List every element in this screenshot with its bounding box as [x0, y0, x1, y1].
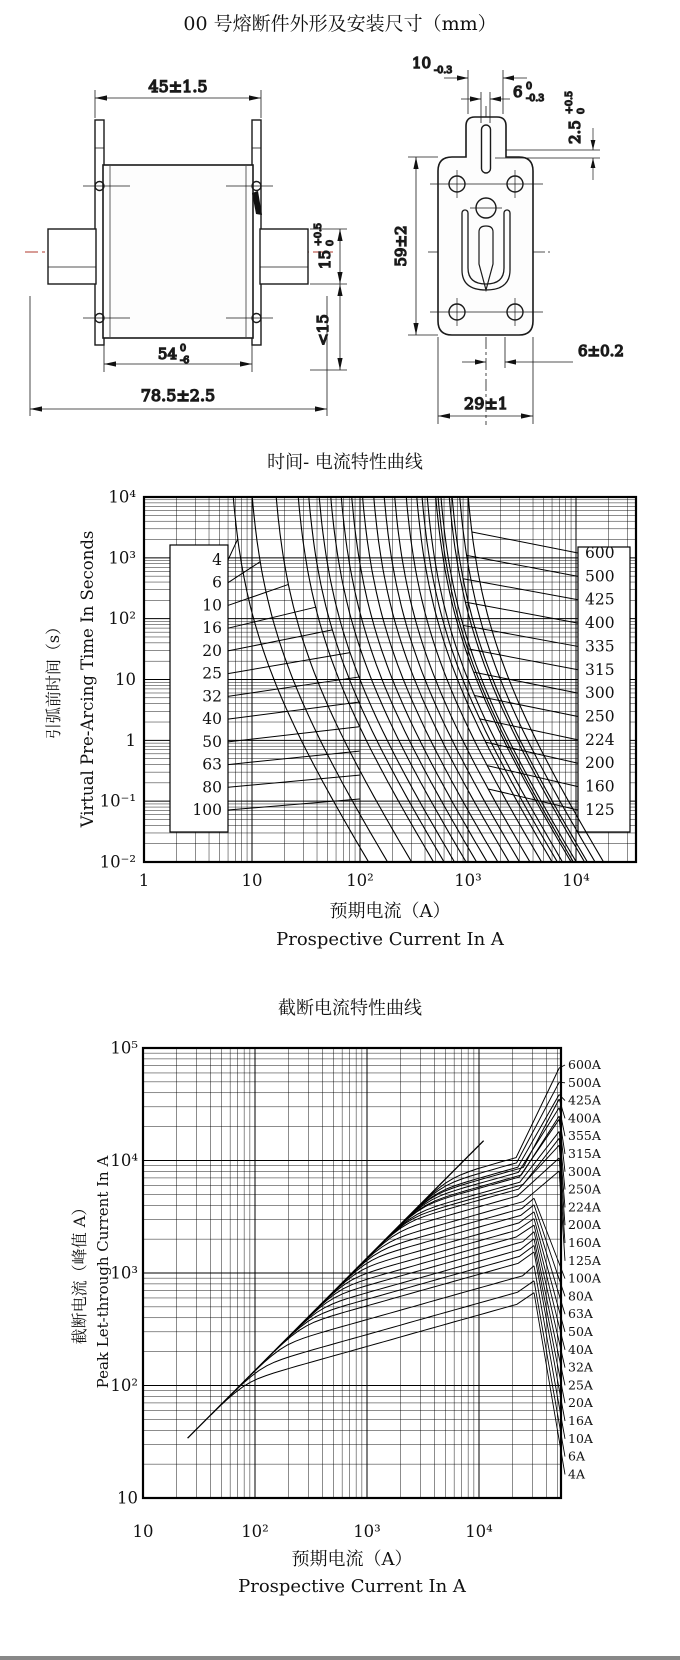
fuse-body — [103, 165, 253, 338]
tc-xlabel-en: Prospective Current In A — [276, 929, 504, 950]
curve-label: 50 — [202, 732, 222, 751]
curve-label: 315 — [585, 660, 615, 679]
curve-label: 250A — [568, 1181, 601, 1197]
curve-label: 6A — [568, 1448, 585, 1464]
svg-text:+0.5: +0.5 — [564, 90, 575, 114]
curve-label: 16A — [568, 1413, 593, 1428]
curve-label: 600 — [585, 544, 615, 562]
curve-label: 63A — [568, 1306, 593, 1322]
curve-label: 224A — [568, 1199, 601, 1215]
curve-label: 224 — [585, 730, 615, 749]
dim-59-label — [392, 225, 410, 266]
dim-6off-label: 6±0.2 — [578, 342, 624, 360]
dim-10-tol-dn: -0.3 — [434, 65, 453, 76]
cutoff-curve-20 — [276, 1246, 534, 1350]
curve-label: 400 — [585, 614, 615, 633]
curve-label: 160 — [585, 777, 615, 796]
curve-label: 25 — [202, 664, 222, 683]
dim-54 — [104, 340, 252, 372]
curve-label: 20A — [568, 1395, 593, 1411]
blade-right — [260, 229, 308, 284]
curve-label: 200 — [585, 754, 615, 773]
curve-label: 80 — [202, 778, 222, 797]
svg-text:2.5: 2.5 — [566, 120, 584, 144]
curve-label: 40A — [568, 1341, 593, 1357]
x-tick-label: 10⁴ — [562, 871, 590, 890]
cutoff-curve-32 — [295, 1232, 534, 1330]
x-tick-label: 1 — [138, 871, 150, 890]
svg-text:Virtual Pre-Arcing Time In Sec: Virtual Pre-Arcing Time In Seconds — [78, 530, 97, 828]
x-tick-label: 10 — [132, 1522, 154, 1541]
curve-label: 10 — [202, 596, 222, 615]
x-tick-label: 10⁴ — [465, 1522, 493, 1541]
x-tick-label: 10² — [346, 871, 374, 890]
dim-29-label: 29±1 — [464, 394, 508, 413]
curve-label: 4A — [568, 1466, 585, 1482]
cutoff-curve-500 — [407, 1082, 559, 1218]
curve-label: 160A — [568, 1235, 601, 1250]
dim-6slot-tol-up: 0 — [526, 81, 533, 92]
curve-label: 355A — [568, 1128, 601, 1144]
curve-label: 100 — [192, 801, 222, 820]
curve-label: 600A — [568, 1057, 601, 1072]
curve-label: 500A — [568, 1074, 601, 1090]
x-tick-label: 10³ — [353, 1522, 381, 1541]
svg-text:截断电流（峰值 A）: 截断电流（峰值 A） — [70, 1199, 89, 1345]
svg-text:Peak Let-through Current In A: Peak Let-through Current In A — [94, 1155, 112, 1389]
page-title: 00 号熔断件外形及安装尺寸（mm） — [183, 13, 497, 35]
tc-xlabel-cn: 预期电流（A） — [329, 901, 451, 922]
curve-label: 100A — [568, 1270, 601, 1286]
y-tick-label: 10 — [115, 669, 136, 689]
tc-chart-title: 时间- 电流特性曲线 — [267, 452, 423, 473]
svg-text:<15: <15 — [314, 314, 332, 346]
co-ylabel-cn — [70, 1200, 89, 1345]
tc-ylabel-en — [78, 531, 97, 829]
dim-45-label: 45±1.5 — [148, 77, 208, 96]
label-leader — [467, 555, 578, 576]
co-ylabel-en — [94, 1156, 112, 1389]
curve-label: 300 — [585, 684, 615, 703]
label-leader — [228, 702, 359, 719]
dim-lt15-label — [314, 314, 332, 346]
curve-label: 50A — [568, 1324, 593, 1339]
curve-label: 16 — [202, 619, 222, 638]
y-tick-label: 1 — [125, 730, 136, 750]
cutoff-curve-10 — [248, 1266, 534, 1378]
label-leader — [228, 799, 360, 810]
y-tick-label: 10⁵ — [110, 1038, 138, 1058]
curve-label: 400A — [568, 1110, 601, 1126]
y-tick-label: 10² — [108, 609, 136, 629]
label-leader — [463, 625, 578, 646]
curve-label: 335 — [585, 637, 615, 656]
co-xlabel-en: Prospective Current In A — [238, 1576, 466, 1597]
curve-label: 20 — [202, 641, 222, 660]
svg-text:15: 15 — [316, 250, 334, 270]
x-tick-label: 10³ — [454, 871, 482, 890]
y-tick-label: 10² — [110, 1376, 138, 1395]
curve-label: 250 — [585, 707, 615, 726]
curves — [188, 1068, 560, 1438]
cutoff-curve-100 — [342, 1198, 534, 1283]
x-tick-label: 10 — [241, 871, 263, 890]
curve-label: 10A — [568, 1430, 593, 1446]
svg-text:59±2: 59±2 — [392, 225, 410, 267]
curve-label: 500 — [585, 567, 615, 586]
label-leader — [468, 649, 578, 670]
dim-6slot-tol-dn: -0.3 — [526, 93, 545, 104]
curve-label: 125A — [568, 1252, 601, 1268]
dim-10-main: 10 — [412, 54, 432, 72]
y-tick-label: 10⁻² — [99, 852, 136, 872]
svg-text:0: 0 — [325, 239, 336, 246]
y-tick-label: 10⁻¹ — [99, 791, 136, 811]
dim-54-tol-dn: -6 — [180, 355, 190, 366]
y-tick-label: 10³ — [110, 1263, 138, 1283]
label-leader — [228, 727, 359, 742]
curve-label: 425 — [585, 590, 615, 609]
co-xlabel-cn: 预期电流（A） — [291, 1549, 413, 1570]
label-leader — [465, 602, 578, 623]
label-leader — [472, 532, 578, 553]
label-leader — [228, 751, 359, 765]
tc-ylabel-cn — [44, 619, 63, 739]
y-tick-label: 10³ — [108, 548, 136, 568]
dim-15-label — [313, 223, 336, 269]
label-leader — [474, 672, 578, 693]
curve-label: 200A — [568, 1217, 601, 1233]
curve-label: 125 — [585, 800, 615, 819]
y-tick-label: 10⁴ — [110, 1151, 138, 1170]
svg-text:0: 0 — [576, 107, 587, 114]
curve-label: 63 — [202, 755, 222, 774]
dim-54-tol-up: 0 — [180, 343, 187, 354]
curve-label: 25A — [568, 1377, 593, 1393]
time-current-chart — [100, 488, 636, 891]
tab-slot — [482, 125, 491, 173]
cutoff-curve-80 — [333, 1205, 535, 1293]
curve-label: 80A — [568, 1288, 593, 1304]
curve-label: 40 — [202, 710, 222, 729]
y-tick-label: 10 — [117, 1488, 138, 1508]
label-leader — [228, 630, 332, 651]
curve-label: 6 — [212, 573, 222, 592]
dim-78-label: 78.5±2.5 — [140, 386, 216, 405]
front-view-drawing — [25, 77, 347, 416]
x-tick-label: 10² — [241, 1522, 269, 1541]
cutoff-curve-6 — [228, 1281, 535, 1399]
curve-label: 32A — [568, 1359, 593, 1375]
dim-6off — [462, 337, 573, 368]
curve-label: 300A — [568, 1163, 601, 1179]
dim-2p5-label — [564, 91, 587, 144]
cutoff-current-chart — [110, 1039, 601, 1542]
dim-6slot-main: 6 — [513, 83, 523, 101]
y-tick-label: 10⁴ — [108, 487, 136, 507]
svg-text:引弧前时间（s）: 引弧前时间（s） — [44, 618, 63, 740]
dim-54-main: 54 — [157, 345, 177, 363]
label-leader — [228, 539, 238, 560]
blade-left — [48, 229, 96, 284]
curve-label: 32 — [202, 687, 222, 706]
cutoff-chart-title: 截断电流特性曲线 — [278, 998, 422, 1019]
curve-label: 4 — [212, 551, 222, 569]
curve-label: 425A — [568, 1092, 601, 1108]
label-leader — [487, 766, 578, 787]
svg-text:+0.5: +0.5 — [313, 222, 324, 246]
label-leader — [228, 584, 288, 605]
side-view-drawing — [392, 54, 624, 425]
curve-label: 315A — [568, 1146, 601, 1161]
